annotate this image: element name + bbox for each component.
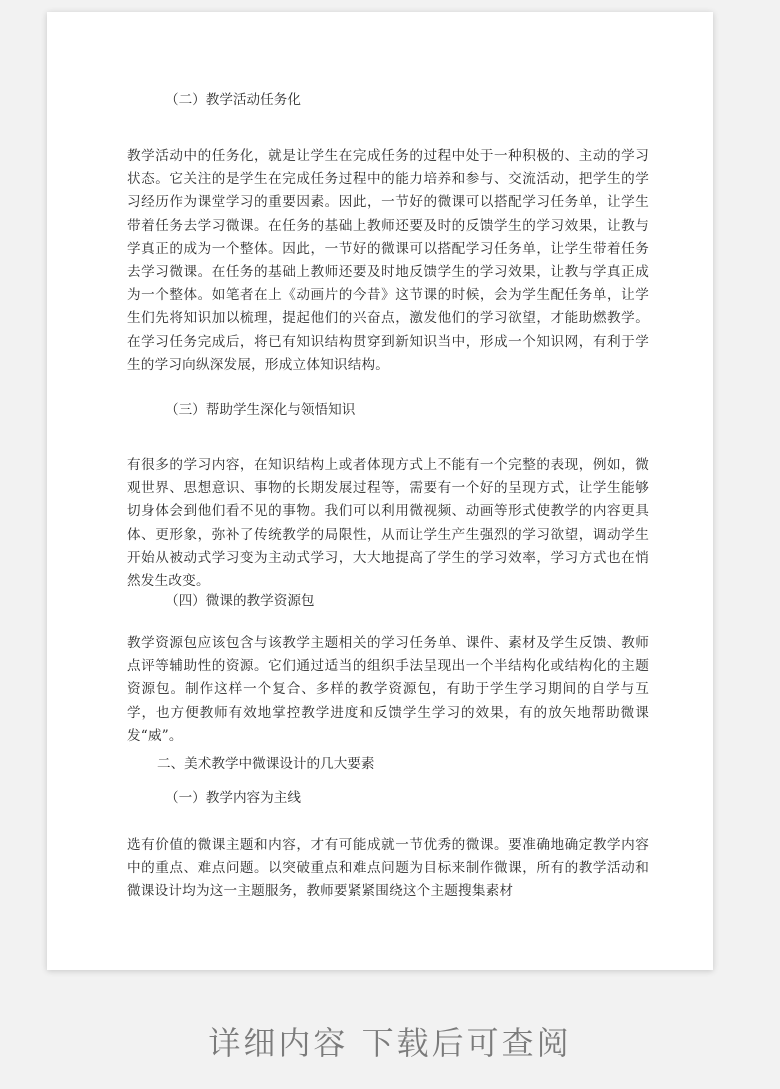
chapter-heading-2: 二、美术教学中微课设计的几大要素 [157,756,375,772]
section-heading-2: （二）教学活动任务化 [165,92,301,108]
download-hint-label: 详细内容 下载后可查阅 [208,1024,572,1062]
paragraph-deepen-knowledge: 有很多的学习内容，在知识结构上或者体现方式上不能有一个完整的表现，例如，微观世界、思想意识、事物的长期发展过程等，需要有一个好的呈现方式，让学生能够切身体会到他们看不见的事物。我们可以利用微视频、动画等形式使教学的内容更具体、更形象，弥补了传统教学的局限性，从而让学生产生强烈的学习欲望，调动学生开始从被动式学习变为主动式学习，大大地提高了学生的学习效率，学习方式也在悄然发生改变。 [127,457,649,590]
document-page [47,12,713,970]
paragraph-teaching-content: 选有价值的微课主题和内容，才有可能成就一节优秀的微课。要准确地确定教学内容中的重点、难点问题。以突破重点和难点问题为目标来制作微课，所有的教学活动和微课设计均为这一主题服务，教师要紧紧围绕这个主题搜集素材 [127,837,649,900]
paragraph-resource-package: 教学资源包应该包含与该教学主题相关的学习任务单、课件、素材及学生反馈、教师点评等辅助性的资源。它们通过适当的组织手法呈现出一个半结构化或结构化的主题资源包。制作这样一个复合、多样的教学资源包，有助于学生学习期间的自学与互学，也方便教师有效地掌控教学进度和反馈学生学习的效果，有的放矢地帮助微课发“威”。 [127,635,649,744]
paragraph-task-based-activities: 教学活动中的任务化，就是让学生在完成任务的过程中处于一种积极的、主动的学习状态。它关注的是学生在完成任务过程中的能力培养和参与、交流活动，把学生的学习经历作为课堂学习的重要因素。因此，一节好的微课可以搭配学习任务单，让学生带着任务去学习微课。在任务的基础上教师还要及时的反馈学生的学习效果，让教与学真正的成为一个整体。因此，一节好的微课可以搭配学习任务单，让学生带着任务去学习微课。在任务的基础上教师还要及时地反馈学生的学习效果，让教与学真正成为一个整体。如笔者在上《动画片的今昔》这节课的时候，会为学生配任务单，让学生们先将知识加以梳理，提起他们的兴奋点，激发他们的学习欲望，才能助燃教学。在学习任务完成后，将已有知识结构贯穿到新知识当中，形成一个知识网，有利于学生的学习向纵深发展，形成立体知识结构。 [127,148,649,373]
section-heading-1: （一）教学内容为主线 [165,790,301,806]
section-heading-3: （三）帮助学生深化与领悟知识 [165,402,356,418]
section-heading-4: （四）微课的教学资源包 [165,593,315,609]
